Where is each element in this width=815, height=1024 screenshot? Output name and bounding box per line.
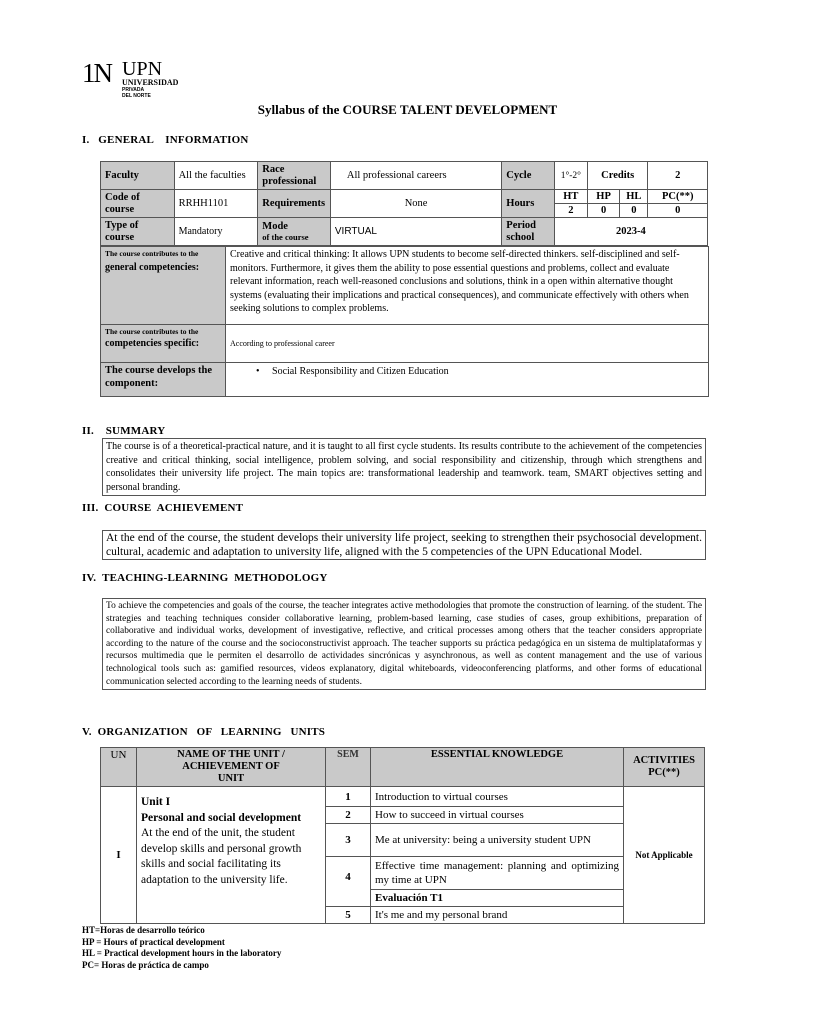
competencies-table xyxy=(100,246,709,397)
hp-value: 0 xyxy=(587,204,619,218)
logo-prefix: 1N xyxy=(82,58,111,88)
section-5-heading xyxy=(82,726,325,738)
credits-label: Credits xyxy=(587,162,647,190)
header-activities-line1: ACTIVITIES xyxy=(633,755,695,766)
hl-label: HL xyxy=(620,190,648,204)
general-competencies-label-small: The course contributes to the xyxy=(105,249,199,258)
section-3-heading xyxy=(82,502,243,514)
page-title: Syllabus of the COURSE TALENT DEVELOPMENT xyxy=(257,102,558,117)
period-label: Period school xyxy=(502,218,554,246)
section-5-title: ORGANIZATION OF LEARNING UNITS xyxy=(97,726,326,738)
header-un: UN xyxy=(101,748,137,787)
component-label: The course develops the component: xyxy=(101,363,226,397)
logo xyxy=(82,58,179,102)
unit-subtitle: Personal and social development xyxy=(141,811,302,824)
code-value: RRHH1101 xyxy=(174,190,258,218)
cycle-value: 1°-2° xyxy=(554,162,587,190)
type-label: Type of course xyxy=(101,218,175,246)
section-3-title: COURSE ACHIEVEMENT xyxy=(104,502,244,514)
table-row xyxy=(101,787,705,807)
specific-competencies-label-main: competencies specific: xyxy=(105,338,200,349)
methodology-box: To achieve the competencies and goals of the course, the teacher integrates active methodologies that promote the construction of learning. of the student. The strategies and teaching techniques consider collaborative learning, problem-based learning, case studies of cases, group exhibitions, preparation of collaborative and individual works, development of investigative, reflective, and critical processes among others that the teacher considers appropriate according to the nature of the course and the socioconstructivist approach. The teacher supports su práctica pedagógica en un sistema de multiplataformas y recursos multimedia que le permiten el desarrollo de actividades sincrónicas y asynchronous, as well as content management and the use of various technological tools such as: gamified resources, videos explanatory, digital whiteboards, videoconferencing platforms, and other forms of educational communication selected according to the learning needs of students. xyxy=(102,598,706,690)
sem-cell: 3 xyxy=(326,824,371,857)
type-value: Mandatory xyxy=(174,218,258,246)
header-unit-name-line2: UNIT xyxy=(217,773,245,784)
component-value-text: Social Responsibility and Citizen Education xyxy=(272,366,449,377)
faculty-label: Faculty xyxy=(101,162,175,190)
knowledge-cell: Introduction to virtual courses xyxy=(371,787,624,807)
unit-number: I xyxy=(101,787,137,924)
header-sem: SEM xyxy=(326,748,371,787)
race-value: All professional careers xyxy=(330,162,501,190)
requirements-label: Requirements xyxy=(258,190,331,218)
header-unit-name-line1: NAME OF THE UNIT / ACHIEVEMENT OF xyxy=(177,749,285,772)
pc-label: PC(**) xyxy=(648,190,708,204)
general-info-table xyxy=(100,161,708,246)
summary-box: The course is of a theoretical-practical nature, and it is taught to all first cycle students. Its results contribute to the achievement of the competencies creative and critical thinking, social intelligence, problem solving, and social responsibility and citizenship, through which strengthens and consolidates their university life project. The main topics are: transformational leadership and teamwork. team, SMART objectives setting and personal branding. xyxy=(102,438,706,496)
logo-sub1: UNIVERSIDAD xyxy=(122,78,179,87)
knowledge-cell: How to succeed in virtual courses xyxy=(371,807,624,824)
requirements-value: None xyxy=(330,190,501,218)
logo-sub2: PRIVADA xyxy=(122,87,145,93)
section-2-title: SUMMARY xyxy=(105,425,166,437)
knowledge-cell: Me at university: being a university student UPN xyxy=(371,824,624,857)
legend xyxy=(82,925,281,971)
section-5-number: V. xyxy=(82,726,92,738)
hl-value: 0 xyxy=(620,204,648,218)
logo-brand: UPN xyxy=(122,58,163,80)
specific-competencies-label-small: The course contributes to the xyxy=(105,327,199,336)
section-4-number: IV. xyxy=(82,572,97,584)
activities-value: Not Applicable xyxy=(624,787,705,924)
units-header-row xyxy=(101,748,705,787)
unit-description xyxy=(137,787,326,924)
header-knowledge: ESSENTIAL KNOWLEDGE xyxy=(371,748,624,787)
unit-achievement-text: At the end of the unit, the student develop skills and personal growth skills and social facilitating its adaptation to the university life. xyxy=(141,827,302,886)
knowledge-cell: Effective time management: planning and optimizing my time at UPN xyxy=(371,857,624,890)
section-1-heading xyxy=(82,134,249,146)
achievement-box: At the end of the course, the student develops their university life project, seeking to strengthen their psychosocial development. cultural, academic and adaptation to university life, aligned with the 5 competencies of the UPN Educational Model. xyxy=(102,530,706,560)
ht-label: HT xyxy=(554,190,587,204)
section-1-title: GENERAL INFORMATION xyxy=(98,134,249,146)
mode-label-sub: of the course xyxy=(262,231,309,242)
section-4-title: TEACHING-LEARNING METHODOLOGY xyxy=(102,572,328,584)
pc-value: 0 xyxy=(648,204,708,218)
sem-cell: 2 xyxy=(326,807,371,824)
section-2-number: II. xyxy=(82,425,94,437)
specific-competencies-label xyxy=(101,325,226,363)
section-2-heading xyxy=(82,425,165,437)
general-competencies-text: Creative and critical thinking: It allows UPN students to become self-directed thinkers. self-disciplined and self-monitors. Furthermore, it gives them the ability to pose essential questions and problems, collect and evaluate relevant information, reach well-reasoned conclusions and solutions, think in a open within alternative thought systems (evaluating their implications and practical consequences), and communicate effectively with others when seeking solutions to complex problems. xyxy=(226,247,709,325)
unit-title: Unit I xyxy=(141,796,171,808)
header-activities xyxy=(624,748,705,787)
general-competencies-label xyxy=(101,247,226,325)
specific-competencies-text: According to professional career xyxy=(226,325,709,363)
code-label: Code of course xyxy=(101,190,175,218)
mode-value: VIRTUAL xyxy=(330,218,501,246)
header-unit-name xyxy=(137,748,326,787)
knowledge-cell: Evaluación T1 xyxy=(371,890,624,907)
legend-ht: HT=Horas de desarrollo teórico xyxy=(82,925,205,935)
sem-cell: 5 xyxy=(326,907,371,924)
legend-hl: HL = Practical development hours in the laboratory xyxy=(82,948,282,958)
sem-cell: 1 xyxy=(326,787,371,807)
period-value: 2023-4 xyxy=(554,218,707,246)
legend-pc: PC= Horas de práctica de campo xyxy=(82,959,209,970)
faculty-value: All the faculties xyxy=(174,162,258,190)
hours-label: Hours xyxy=(502,190,554,218)
ht-value: 2 xyxy=(554,204,587,218)
cycle-label: Cycle xyxy=(502,162,554,190)
credits-value: 2 xyxy=(648,162,708,190)
knowledge-cell: It's me and my personal brand xyxy=(371,907,624,924)
hp-label: HP xyxy=(587,190,619,204)
section-3-number: III. xyxy=(82,502,99,514)
section-4-heading xyxy=(82,572,328,584)
race-label: Race professional xyxy=(258,162,331,190)
header-activities-line2: PC(**) xyxy=(648,767,680,778)
mode-label xyxy=(258,218,331,246)
learning-units-table xyxy=(100,747,705,924)
sem-cell: 4 xyxy=(326,857,371,907)
section-1-number: I. xyxy=(82,134,90,146)
component-bullet: • xyxy=(256,366,260,377)
general-competencies-label-main: general competencies: xyxy=(105,262,200,273)
logo-sub3: DEL NORTE xyxy=(122,93,151,99)
mode-label-main: Mode xyxy=(262,220,288,232)
legend-hp: HP = Hours of practical development xyxy=(82,936,225,947)
component-value xyxy=(226,363,709,397)
